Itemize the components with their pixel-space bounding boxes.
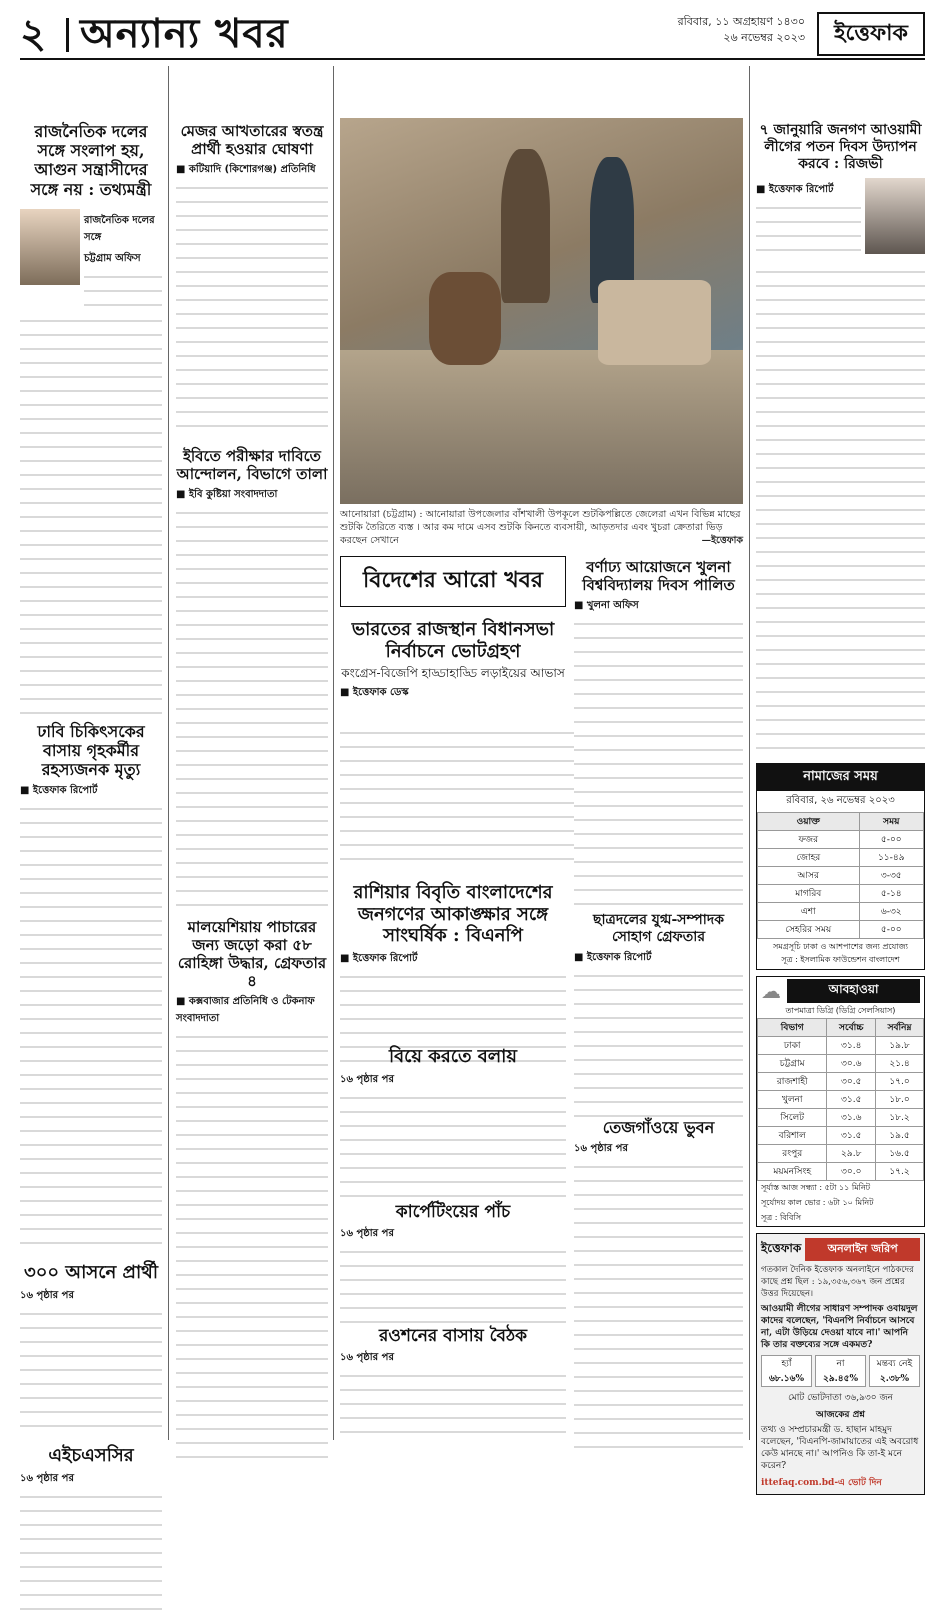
section-title: অন্যান্য খবর [80, 10, 289, 57]
article-byline: ■ খুলনা অফিস [574, 600, 639, 611]
minister-photo [20, 209, 80, 285]
poll-option-yes: হ্যাঁ ৬৮.১৬% [761, 1355, 812, 1387]
article-subhead: কংগ্রেস-বিজেপি হাড্ডাহাড্ডি লড়াইয়ের আভাস [341, 666, 565, 681]
article-byline: রাজনৈতিক দলের সঙ্গে [84, 214, 155, 243]
weather-cell: চট্টগ্রাম [758, 1055, 827, 1073]
poll-option-no-comment: মন্তব্য নেই ২.৩৮% [869, 1355, 920, 1387]
weather-cell: ১৭.২ [876, 1163, 924, 1181]
article-headline: তেজগাঁওয়ে ভুবন [602, 1118, 715, 1137]
poll-url[interactable]: ittefaq.com.bd-এ ভোট দিন [761, 1478, 882, 1489]
namaz-note: সমগ্রসূচি ঢাকা ও আশপাশের জন্য প্রযোজ্য সূত্র : ইসলামিক ফাউন্ডেশন বাংলাদেশ [773, 942, 908, 965]
namaz-cell: ১১-৪৯ [859, 849, 923, 867]
dateline [678, 14, 805, 46]
weather-subtitle: তাপমাত্রা ডিগ্রি (ডিগ্রি সেলসিয়াস) [785, 1006, 896, 1016]
page-number: ২ [20, 10, 47, 57]
article-byline: ■ ইবি কুষ্টিয়া সংবাদদাতা [176, 489, 278, 500]
namaz-col-header: ওয়াক্ত [758, 813, 860, 831]
poll-title: অনলাইন জরিপ [805, 1238, 920, 1261]
dried-fish-photo [340, 118, 743, 504]
weather-cell: ১৮.০ [876, 1091, 924, 1109]
namaz-cell: এশা [758, 903, 860, 921]
namaz-cell: ফজর [758, 831, 860, 849]
namaz-date: রবিবার, ২৬ নভেম্বর ২০২৩ [786, 795, 895, 807]
date-english: ২৬ নভেম্বর ২০২৩ [723, 31, 805, 44]
article-headline: ছাত্রদলের যুগ্ম-সম্পাদক সোহাগ গ্রেফতার [592, 912, 724, 945]
sunrise-text: সূর্যাস্ত আজ সন্ধ্যা : ৫টা ১১ মিনিট [761, 1183, 871, 1193]
article-byline: ■ ইত্তেফাক রিপোর্ট [574, 951, 652, 963]
masthead [20, 10, 925, 60]
weather-col-header: বিভাগ [758, 1019, 827, 1037]
weather-cell: সিলেট [758, 1109, 827, 1127]
online-poll [756, 1233, 925, 1495]
tejgaon-article [574, 1118, 743, 1440]
weather-cell: ৩০.৫ [827, 1073, 876, 1091]
weather-cell: ২১.৪ [876, 1055, 924, 1073]
article-byline: ■ ইত্তেফাক ডেস্ক [340, 686, 409, 698]
photo-credit: —ইত্তেফাক [701, 535, 743, 546]
article-byline: ১৬ পৃষ্ঠার পর [20, 1472, 74, 1484]
poll-logo: ইত্তেফাক [761, 1240, 802, 1255]
namaz-cell: ৫-০০ [859, 831, 923, 849]
photo-block [340, 118, 743, 548]
weather-cell: বরিশাল [758, 1127, 827, 1145]
sunset-text: সূর্যোদয় কাল ভোর : ৬টা ১০ মিনিট [761, 1198, 874, 1208]
weather-cell: খুলনা [758, 1091, 827, 1109]
weather-table [757, 1018, 924, 1181]
weather-title: আবহাওয়া [787, 979, 920, 1003]
namaz-cell: ৩-৩৫ [859, 867, 923, 885]
namaz-cell: জোহর [758, 849, 860, 867]
weather-col-header: সর্বোচ্চ [827, 1019, 876, 1037]
weather-cell: ১৯.৮ [876, 1037, 924, 1055]
poll-option-no: না ২৯.৪৫% [815, 1355, 866, 1387]
weather-cell: ৩১.৪ [827, 1037, 876, 1055]
article-byline: ১৬ পৃষ্ঠার পর [20, 1289, 74, 1301]
khulna-article [574, 556, 743, 906]
article-headline: মেজর আখতারের স্বতন্ত্র প্রার্থী হওয়ার ঘোষণা [180, 122, 324, 158]
rowshan-article [340, 1326, 566, 1440]
weather-cell: ৩১.৫ [827, 1127, 876, 1145]
weather-cell: ১৮.২ [876, 1109, 924, 1127]
namaz-cell: মাগরিব [758, 885, 860, 903]
namaz-cell: ৫-০০ [859, 921, 923, 939]
article-headline: রাশিয়ার বিবৃতি বাংলাদেশের জনগণের আকাঙ্ক্ষার সঙ্গে সাংঘর্ষিক : বিএনপি [353, 882, 553, 947]
article-headline: রওশনের বাসায় বৈঠক [379, 1326, 527, 1346]
weather-cell: ১৬.৫ [876, 1145, 924, 1163]
date-bangla: রবিবার, ১১ অগ্রহায়ণ ১৪৩০ [677, 15, 805, 28]
namaz-col-header: সময় [859, 813, 923, 831]
weather-cell: ঢাকা [758, 1037, 827, 1055]
right-column [756, 66, 925, 1489]
weather-cell: ১৭.০ [876, 1073, 924, 1091]
weather-box [756, 976, 925, 1227]
weather-cell: ৩১.৬ [827, 1109, 876, 1127]
article-headline: বর্ণাঢ্য আয়োজনে খুলনা বিশ্ববিদ্যালয় দিবস পালিত [582, 558, 735, 594]
wedding-article [340, 1046, 566, 1196]
namaz-table [757, 812, 924, 939]
weather-source: সূত্র : বিবিসি [761, 1213, 801, 1223]
foreign-news-band: বিদেশের আরো খবর [340, 556, 566, 607]
poll-total: মোট ভোটদাতা ৩৬,৯৩০ জন [788, 1393, 893, 1404]
article-headline: ৩০০ আসনে প্রার্থী [24, 1262, 158, 1284]
article-byline: ১৬ পৃষ্ঠার পর [340, 1073, 394, 1085]
namaz-title: নামাজের সময় [757, 764, 924, 791]
article-byline: ■ কক্সবাজার প্রতিনিধি ও টেকনাফ সংবাদদাতা [176, 996, 315, 1024]
article-headline: ভারতের রাজস্থান বিধানসভা নির্বাচনে ভোটগ্রহণ [351, 619, 555, 662]
article-headline: রাজনৈতিক দলের সঙ্গে সংলাপ হয়, আগুন সন্ত্রাসীদের সঙ্গে নয় : তথ্যমন্ত্রী [30, 122, 152, 199]
left-column [20, 66, 162, 1484]
namaz-cell: আসর [758, 867, 860, 885]
article-headline: বিয়ে করতে বলায় [388, 1046, 518, 1067]
weather-cell: রাজশাহী [758, 1073, 827, 1091]
weather-cell: ৩১.৫ [827, 1091, 876, 1109]
weather-cell: ৩০.৬ [827, 1055, 876, 1073]
article-headline: ইবিতে পরীক্ষার দাবিতে আন্দোলন, বিভাগে তালা [176, 447, 328, 483]
poll-today-question: তথ্য ও সম্প্রচারমন্ত্রী ড. হাছান মাহমুদ বলেছেন, 'বিএনপি-জামায়াতের এই অবরোধ কেউ মানছে না।' আপনিও কি তা-ই মনে করেন? [761, 1425, 919, 1472]
article-headline: এইচএসসির [48, 1444, 134, 1466]
article-headline: কার্পেটিংয়ের পাঁচ [395, 1202, 511, 1222]
weather-col-header: সর্বনিম্ন [876, 1019, 924, 1037]
cloud-icon: ☁ [761, 979, 781, 1004]
photo-caption: আনোয়ারা (চট্টগ্রাম) : আনোয়ারা উপজেলার বাঁশখালী উপকূলে শুটকিপল্লিতে জেলেরা এখন বিভিন্ন মাছের শুটকি তৈরিতে ব্যস্ত । আর কম দামে এসব শুটকি কিনতে ব্যবসায়ী, আড়তদার এবং খুচরা ক্রেতারা ভিড় করছেন সেখানে [340, 509, 741, 546]
weather-cell: রংপুর [758, 1145, 827, 1163]
weather-cell: ১৯.৫ [876, 1127, 924, 1145]
article-intro: চট্টগ্রাম অফিস [84, 252, 141, 264]
article-byline: ■ ইত্তেফাক রিপোর্ট [756, 184, 834, 196]
article-byline: ১৬ পৃষ্ঠার পর [340, 1352, 394, 1364]
namaz-cell: সেহরির সময় [758, 921, 860, 939]
article-headline: ঢাবি চিকিৎসকের বাসায় গৃহকর্মীর রহস্যজনক মৃত্যু [37, 721, 145, 780]
poll-today-label: আজকের প্রশ্ন [816, 1410, 865, 1421]
weather-cell: ৩০.০ [827, 1163, 876, 1181]
namaz-cell: ৬-৩২ [859, 903, 923, 921]
namaz-cell: ৫-১৪ [859, 885, 923, 903]
ittefaq-logo: ইত্তেফাক [817, 12, 925, 56]
article-byline: ■ কটিয়াদি (কিশোরগঞ্জ) প্রতিনিধি [176, 164, 316, 175]
weather-cell: ২৯.৮ [827, 1145, 876, 1163]
chhatradal-article [574, 912, 743, 1112]
poll-intro: গতকাল দৈনিক ইত্তেফাক অনলাইনে পাঠকদের কাছে প্রশ্ন ছিল : ১৯,৩৫৬,৩৬৭ জন প্রশ্নের উত্তর দিয়েছেন। [761, 1265, 914, 1300]
article-byline: ■ ইত্তেফাক রিপোর্ট [340, 952, 418, 964]
poll-question: আওয়ামী লীগের সাধারণ সম্পাদক ওবায়দুল কাদের বলেছেন, 'বিএনপি নির্বাচনে আসবে না, এটা উড়িয়ে দেওয়া যাবে না।' আপনি কি তার বক্তব্যের সঙ্গে একমত? [761, 1304, 918, 1351]
article-byline: ■ ইত্তেফাক রিপোর্ট [20, 785, 98, 797]
article-headline: ৭ জানুয়ারি জনগণ আওয়ামী লীগের পতন দিবস উদ্যাপন করবে : রিজভী [759, 122, 922, 172]
article-byline: ১৬ পৃষ্ঠার পর [574, 1143, 628, 1155]
mid-column [176, 66, 328, 1440]
weather-cell: ময়মনসিংহ [758, 1163, 827, 1181]
rizvi-photo [865, 178, 925, 254]
namaz-box [756, 763, 925, 970]
carpeting-article [340, 1202, 566, 1322]
article-headline: মালয়েশিয়ায় পাচারের জন্য জড়ো করা ৫৮ রোহিঙ্গা উদ্ধার, গ্রেফতার ৪ [177, 918, 327, 990]
article-byline: ১৬ পৃষ্ঠার পর [340, 1228, 394, 1240]
